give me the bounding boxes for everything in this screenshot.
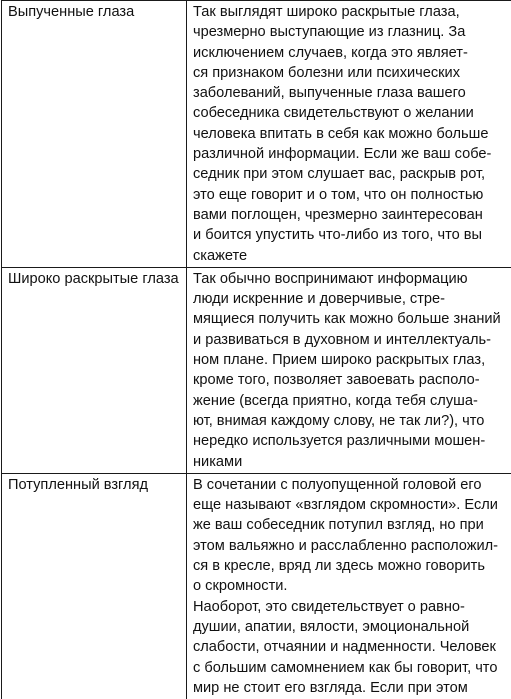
description-line: заболеваний, выпученные глаза вашего [193,83,507,103]
term-text: Широко раскрытые глаза [8,269,181,289]
description-line: Так выглядят широко раскрытые глаза, [193,2,507,22]
term-cell [2,473,187,699]
term-text: Потупленный взгляд [8,475,181,495]
description-line: человека впитать в себя как можно больше [193,124,507,144]
description-line: же ваш собеседник потупил взгляд, но при [193,515,507,535]
description-line: седник при этом слушает вас, раскрыв рот, [193,164,507,184]
description-line: нередко используется различными мошен- [193,431,507,451]
description-line: с большим самомнением как бы говорит, что [193,658,507,678]
description-cell [187,473,511,699]
description-line: никами [193,452,507,472]
table-row [2,473,511,699]
description-line: мир не стоит его взгляда. Если при этом [193,678,507,698]
description-line: чрезмерно выступающие из глазниц. За [193,22,507,42]
description-line: душии, апатии, вялости, эмоциональной [193,617,507,637]
description-line: В сочетании с полуопущенной головой его [193,475,507,495]
description-line: еще называют «взглядом скромности». Если [193,495,507,515]
description-line: ют, внимая каждому слову, не так ли?), что [193,411,507,431]
description-line: ся признаком болезни или психических [193,63,507,83]
description-line: различной информации. Если же ваш собе- [193,144,507,164]
description-line: вами поглощен, чрезмерно заинтересован [193,205,507,225]
table-row [2,267,511,473]
description-line: люди искренние и доверчивые, стре- [193,289,507,309]
description-line: исключением случаев, когда это являет- [193,43,507,63]
description-line: Наоборот, это свидетельствует о равно- [193,597,507,617]
description-table [1,0,511,699]
description-cell [187,267,511,473]
term-cell [2,1,187,268]
description-line: ном плане. Прием широко раскрытых глаз, [193,350,507,370]
description-line: собеседника свидетельствуют о желании [193,103,507,123]
description-line: ся в кресле, вряд ли здесь можно говорить [193,556,507,576]
description-line: и развиваться в духовном и интеллектуаль- [193,330,507,350]
description-line: этом вальяжно и расслабленно расположил- [193,536,507,556]
description-line: кроме того, позволяет завоевать располо- [193,370,507,390]
description-line: слабости, отчаянии и надменности. Человек [193,637,507,657]
description-line: о скромности. [193,576,507,596]
description-line: жение (всегда приятно, когда тебя слуша- [193,391,507,411]
description-cell [187,1,511,268]
table-row [2,1,511,268]
description-line: это еще говорит и о том, что он полностью [193,185,507,205]
description-line: и боится упустить что-либо из того, что вы [193,225,507,245]
description-line: Так обычно воспринимают информацию [193,269,507,289]
description-line: мящиеся получить как можно больше знаний [193,309,507,329]
term-text: Выпученные глаза [8,2,181,22]
term-cell [2,267,187,473]
description-line: скажете [193,246,507,266]
